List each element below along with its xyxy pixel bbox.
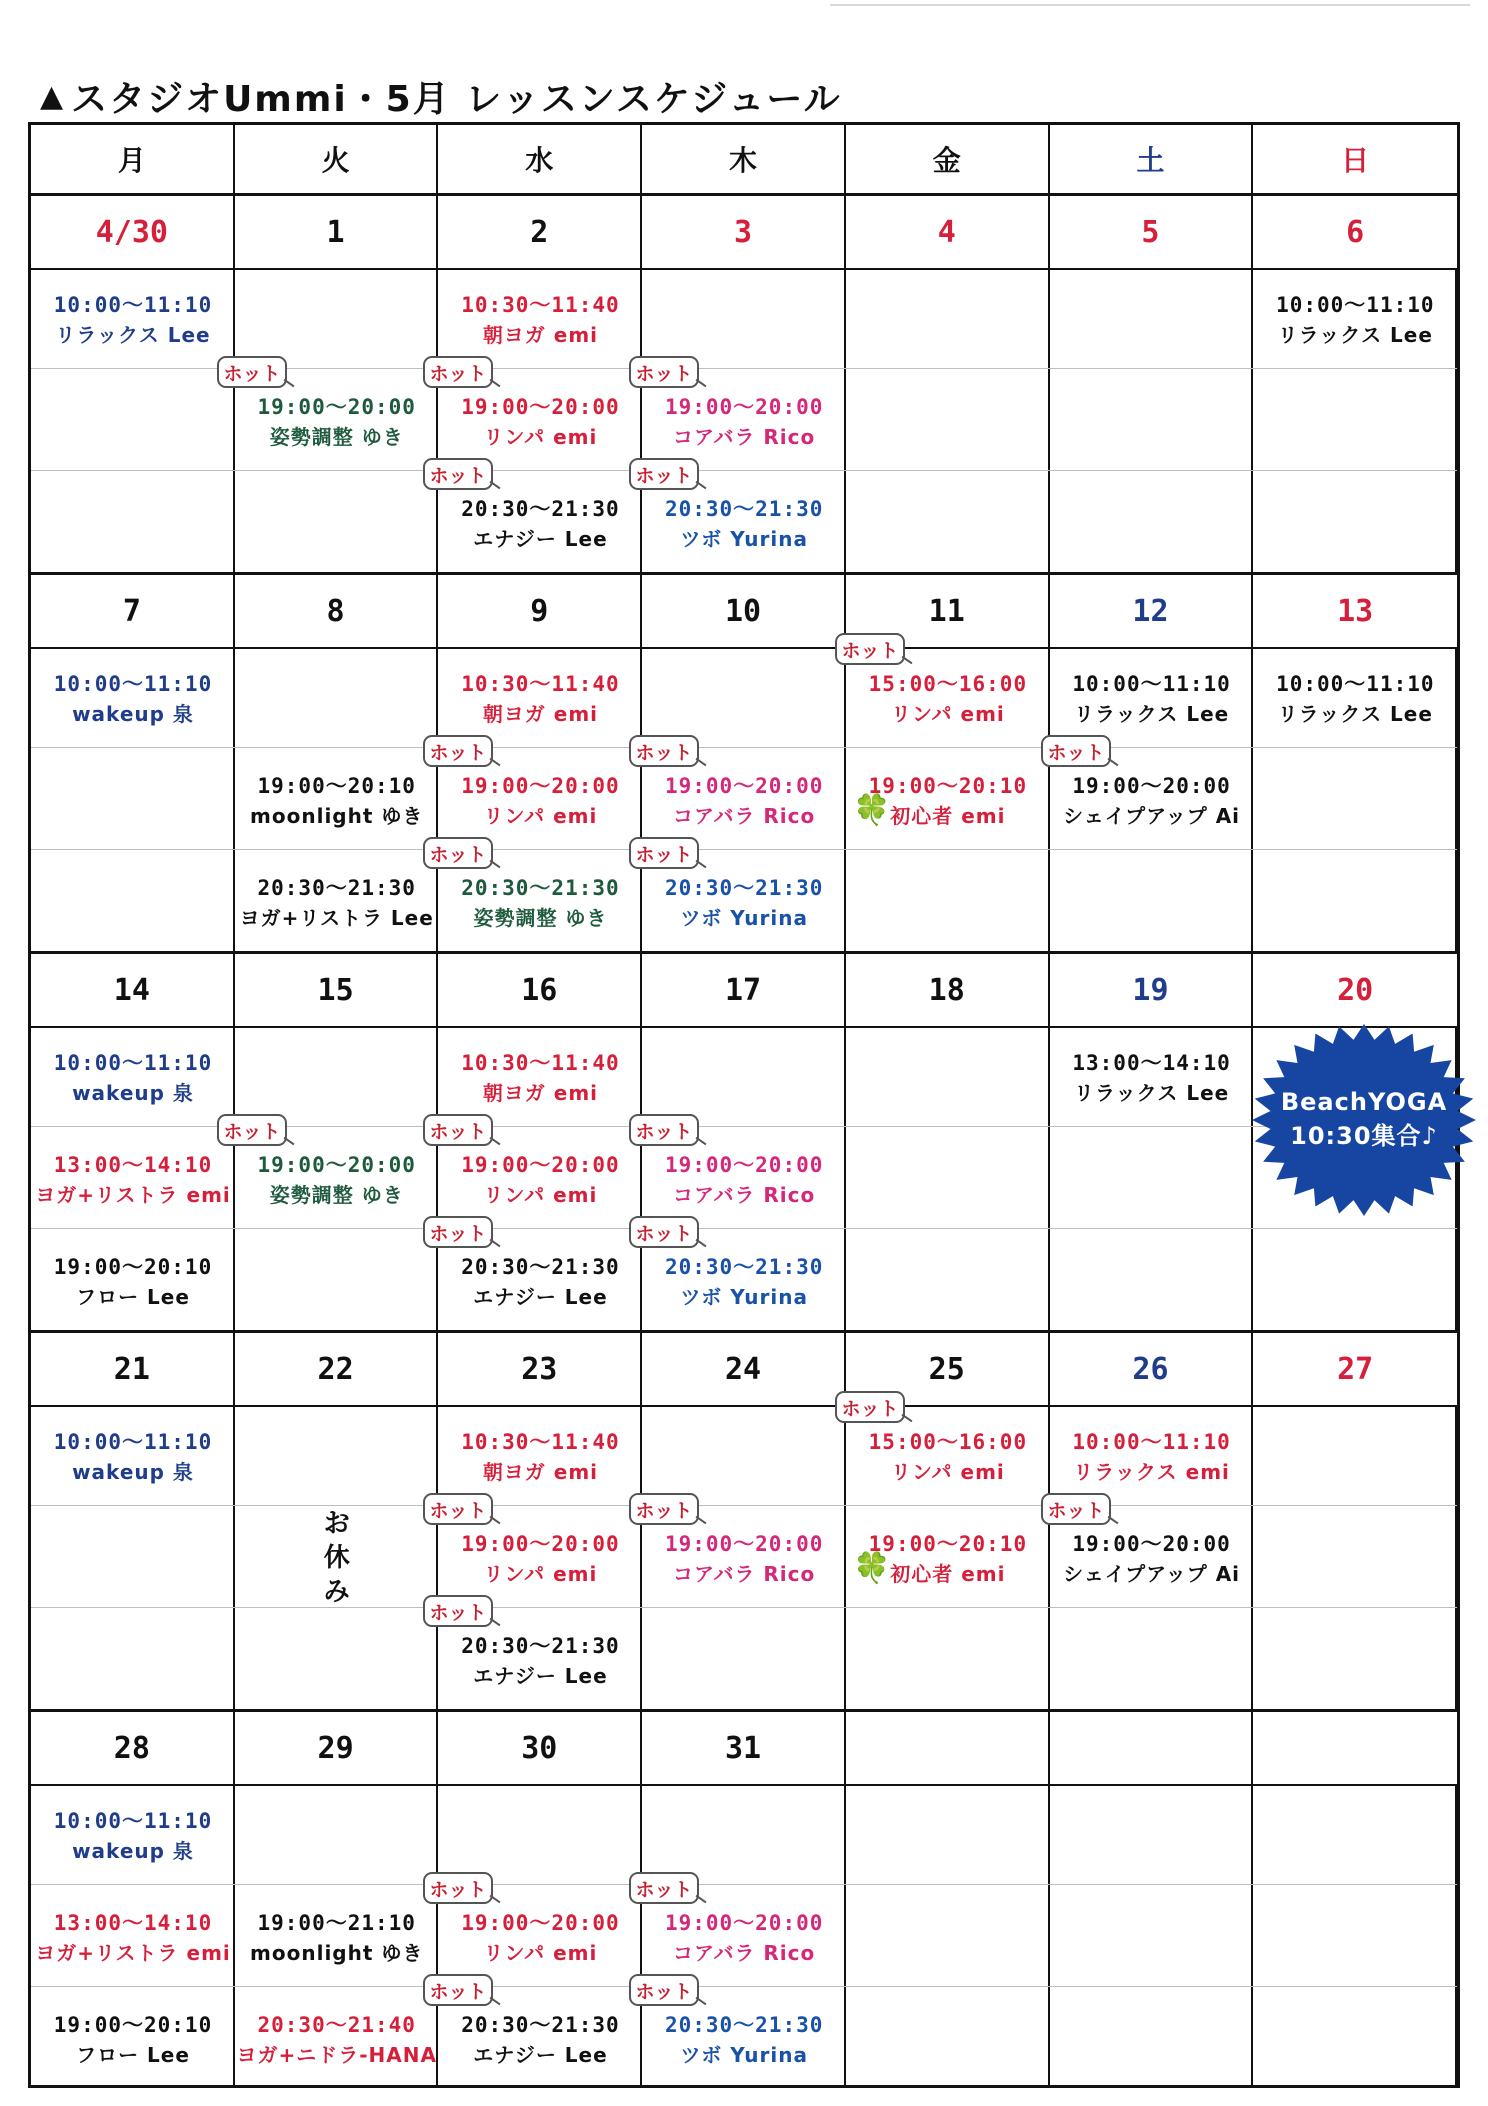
lesson-slot [438,669,642,729]
lesson-time: 10:00〜11:10 [1276,293,1435,317]
date-cell: 23 [438,1333,642,1405]
lesson-slot [438,1529,642,1589]
date-cell: 4/30 [31,196,235,268]
lesson-name: リンパ emi [483,1562,598,1586]
lesson-time: 19:00〜20:10 [868,774,1028,798]
beach-yoga-title: BeachYOGA [1280,1088,1448,1116]
lesson-name: moonlight ゆき [250,1941,424,1965]
hot-yoga-bubble: ホット [835,1391,905,1423]
lesson-name: 朝ヨガ emi [482,1081,599,1105]
lesson-time: 10:00〜11:10 [1072,1430,1231,1454]
lesson-row [31,270,1457,572]
hot-yoga-bubble: ホット [423,735,493,767]
guide-line [31,470,1457,471]
lesson-slot [235,1150,439,1210]
lesson-time: 19:00〜21:10 [257,1911,416,1935]
weekday-tue: 火 [235,125,439,193]
lesson-name: ツボ Yurina [680,527,808,551]
date-cell: 17 [642,954,846,1026]
lesson-name: エナジー Lee [473,527,608,551]
lesson-time: 10:00〜11:10 [1276,672,1435,696]
date-row [31,575,1457,649]
date-row [31,1333,1457,1407]
lesson-name: リラックス Lee [1073,702,1230,726]
lesson-name: フロー Lee [76,1285,190,1309]
date-cell: 9 [438,575,642,647]
lesson-name: 姿勢調整 ゆき [269,425,404,449]
day-cell [31,649,235,951]
closed-day-label [235,1507,439,1609]
lesson-slot [846,669,1050,729]
weekday-mon: 月 [31,125,235,193]
guide-line [31,1884,1457,1885]
day-cell [1050,270,1254,572]
lesson-name: 姿勢調整 ゆき [269,1183,404,1207]
lesson-name: wakeup 泉 [72,1460,194,1484]
lesson-time: 10:00〜11:10 [53,1051,213,1075]
lesson-name: リラックス Lee [1277,323,1433,347]
date-cell [1050,1712,1254,1784]
lesson-row [31,1028,1457,1330]
day-cell [1050,1407,1254,1709]
lesson-name: リンパ emi [483,425,598,449]
date-cell: 12 [1050,575,1254,647]
lesson-slot [31,1252,235,1312]
lesson-name: ヨガ+リストラ emi [35,1941,231,1965]
day-cell [1253,1407,1457,1709]
lesson-time: 19:00〜20:00 [664,395,824,419]
lesson-slot [642,2010,846,2070]
lesson-name: コアバラ Rico [673,1562,816,1586]
lesson-name: コアバラ Rico [673,1941,816,1965]
lesson-slot [1253,290,1457,350]
lesson-time: 20:30〜21:30 [664,497,824,521]
date-row [31,1712,1457,1786]
hot-yoga-bubble: ホット [629,1974,699,2006]
lesson-name: 朝ヨガ emi [482,323,599,347]
hot-yoga-bubble: ホット [423,1595,493,1627]
hot-yoga-bubble: ホット [629,837,699,869]
lesson-slot [31,1150,235,1210]
date-cell: 6 [1346,214,1365,250]
week-4 [31,1333,1457,1709]
lesson-slot [31,1908,235,1968]
date-cell: 14 [31,954,235,1026]
beach-yoga-event [1250,1085,1478,1153]
lesson-time: 13:00〜14:10 [53,1153,213,1177]
lesson-time: 10:30〜11:40 [461,1051,620,1075]
lesson-name: ツボ Yurina [680,1285,808,1309]
lesson-time: 19:00〜20:00 [461,395,620,419]
lesson-slot [438,1427,642,1487]
hot-yoga-bubble: ホット [629,735,699,767]
hot-yoga-bubble: ホット [423,1493,493,1525]
lesson-slot [1050,669,1254,729]
lesson-slot [31,290,235,350]
lesson-slot [235,392,439,452]
lesson-slot [642,1252,846,1312]
lesson-slot [1050,1427,1254,1487]
lesson-row [31,639,1457,951]
day-cell [846,1028,1050,1330]
lesson-time: 20:30〜21:30 [257,876,416,900]
lesson-time: 13:00〜14:10 [53,1911,213,1935]
date-cell: 24 [642,1333,846,1405]
lesson-time: 19:00〜20:10 [868,1532,1028,1556]
schedule-calendar [28,122,1460,2088]
date-cell: 27 [1337,1351,1374,1387]
lesson-time: 20:30〜21:30 [664,2013,824,2037]
day-cell [642,649,846,951]
day-cell [235,270,439,572]
date-cell: 20 [1337,972,1374,1008]
lesson-slot [438,392,642,452]
hot-yoga-bubble: ホット [423,356,493,388]
day-cell [1253,1786,1457,2088]
lesson-name: 初心者 emi [890,804,1006,828]
lesson-name: リラックス emi [1073,1460,1230,1484]
hot-yoga-bubble: ホット [217,1114,287,1146]
page-title [40,70,842,122]
lesson-time: 19:00〜20:00 [257,1153,416,1177]
lesson-time: 19:00〜20:00 [461,774,620,798]
date-cell: 22 [235,1333,439,1405]
lesson-time: 10:00〜11:10 [1072,672,1231,696]
lesson-time: 20:30〜21:30 [664,876,824,900]
date-cell [1253,1712,1457,1784]
lesson-name: フロー Lee [76,2043,190,2067]
date-cell: 1 [235,196,439,268]
scan-artifact-line [830,4,1470,6]
date-row [31,954,1457,1028]
date-cell: 5 [1050,196,1254,268]
clover-icon: 🍀 [853,1551,891,1586]
date-cell: 19 [1050,954,1254,1026]
guide-line [31,747,1457,748]
lesson-slot [438,1631,642,1691]
lesson-time: 19:00〜20:10 [257,774,416,798]
lesson-time: 20:30〜21:30 [461,497,620,521]
date-cell: 30 [438,1712,642,1784]
weekday-sat: 土 [1050,125,1254,193]
lesson-name: リラックス Lee [1073,1081,1230,1105]
lesson-name: wakeup 泉 [72,1839,194,1863]
lesson-name: コアバラ Rico [673,804,816,828]
lesson-time: 19:00〜20:00 [664,774,824,798]
lesson-time: 20:30〜21:30 [461,1255,620,1279]
lesson-slot [1253,669,1457,729]
hot-yoga-bubble: ホット [423,1114,493,1146]
date-cell: 28 [31,1712,235,1784]
lesson-slot [235,1908,439,1968]
day-cell [1050,1786,1254,2088]
lesson-name: リンパ emi [483,804,598,828]
weekday-sun: 日 [1341,144,1370,177]
lesson-time: 15:00〜16:00 [868,672,1028,696]
lesson-time: 19:00〜20:00 [461,1153,620,1177]
lesson-slot [438,873,642,933]
week-1 [31,196,1457,572]
lesson-slot [438,290,642,350]
date-cell: 13 [1337,593,1374,629]
date-cell: 18 [846,954,1050,1026]
lesson-slot [642,494,846,554]
hot-yoga-bubble: ホット [835,633,905,665]
date-cell: 31 [642,1712,846,1784]
lesson-time: 10:00〜11:10 [53,672,213,696]
lesson-time: 19:00〜20:00 [664,1153,824,1177]
lesson-slot [438,494,642,554]
hot-yoga-bubble: ホット [1041,735,1111,767]
week-5 [31,1712,1457,2088]
lesson-name: リンパ emi [483,1941,598,1965]
day-cell [642,1028,846,1330]
lesson-time: 19:00〜20:00 [257,395,416,419]
day-cell [31,1786,235,2088]
day-cell [235,1407,439,1709]
lesson-name: リンパ emi [483,1183,598,1207]
day-cell [31,1028,235,1330]
day-cell [438,1407,642,1709]
lesson-slot [1050,1529,1254,1589]
lesson-slot [438,1252,642,1312]
lesson-time: 19:00〜20:00 [461,1911,620,1935]
triangle-icon: ▲ [40,78,66,114]
lesson-slot [438,2010,642,2070]
lesson-slot [31,2010,235,2070]
day-cell [235,1028,439,1330]
lesson-slot [31,1048,235,1108]
lesson-time: 19:00〜20:00 [1072,774,1231,798]
weekday-wed: 水 [438,125,642,193]
date-cell: 2 [438,196,642,268]
lesson-slot [642,1908,846,1968]
week-3 [31,954,1457,1330]
lesson-slot [642,1529,846,1589]
lesson-name: ツボ Yurina [680,2043,808,2067]
closed-char: 休 [323,1543,350,1573]
lesson-time: 19:00〜20:00 [664,1532,824,1556]
day-cell [31,270,235,572]
lesson-slot [642,392,846,452]
day-cell [1050,649,1254,951]
lesson-slot [438,1150,642,1210]
date-cell: 29 [235,1712,439,1784]
hot-yoga-bubble: ホット [423,1216,493,1248]
page-title-text: スタジオUmmi・5月 レッスンスケジュール [71,78,842,120]
lesson-time: 20:30〜21:30 [461,1634,620,1658]
lesson-slot [642,771,846,831]
hot-yoga-bubble: ホット [423,458,493,490]
lesson-time: 20:30〜21:30 [664,1255,824,1279]
lesson-name: ツボ Yurina [680,906,808,930]
date-cell: 16 [438,954,642,1026]
lesson-name: 朝ヨガ emi [482,1460,599,1484]
lesson-slot [235,873,439,933]
lesson-time: 20:30〜21:30 [461,2013,620,2037]
lesson-name: エナジー Lee [473,1285,608,1309]
day-cell [438,1028,642,1330]
lesson-time: 10:30〜11:40 [461,672,620,696]
date-cell: 3 [642,196,846,268]
lesson-slot [1050,1048,1254,1108]
lesson-time: 13:00〜14:10 [1072,1051,1231,1075]
lesson-name: エナジー Lee [473,2043,608,2067]
guide-line [31,1505,1457,1506]
lesson-time: 19:00〜20:10 [53,2013,213,2037]
day-cell [642,270,846,572]
date-cell: 7 [31,575,235,647]
day-cell [846,1786,1050,2088]
weekday-fri: 金 [846,125,1050,193]
hot-yoga-bubble: ホット [629,1493,699,1525]
lesson-name: 朝ヨガ emi [482,702,599,726]
date-cell: 11 [846,575,1050,647]
lesson-name: wakeup 泉 [72,1081,194,1105]
hot-yoga-bubble: ホット [629,1872,699,1904]
weekday-thu: 木 [642,125,846,193]
day-cell [846,270,1050,572]
lesson-name: コアバラ Rico [673,1183,816,1207]
lesson-slot [1050,771,1254,831]
lesson-name: 初心者 emi [890,1562,1006,1586]
hot-yoga-bubble: ホット [423,1974,493,2006]
lesson-name: 姿勢調整 ゆき [473,906,608,930]
lesson-name: リラックス Lee [55,323,211,347]
lesson-name: シェイプアップ Ai [1063,804,1241,828]
day-cell [1050,1028,1254,1330]
guide-line [31,1607,1457,1608]
lesson-row [31,1397,1457,1709]
lesson-slot [438,771,642,831]
date-cell: 8 [235,575,439,647]
hot-yoga-bubble: ホット [629,458,699,490]
day-cell [235,649,439,951]
lesson-time: 10:30〜11:40 [461,1430,620,1454]
lesson-time: 19:00〜20:10 [53,1255,213,1279]
hot-yoga-bubble: ホット [629,356,699,388]
lesson-slot [642,1150,846,1210]
hot-yoga-bubble: ホット [423,837,493,869]
weekday-header [31,125,1457,196]
lesson-name: シェイプアップ Ai [1063,1562,1241,1586]
hot-yoga-bubble: ホット [629,1114,699,1146]
day-cell [31,1407,235,1709]
day-cell [438,1786,642,2088]
lesson-row [31,1786,1457,2088]
lesson-slot [31,1806,235,1866]
lesson-name: リンパ emi [890,1460,1005,1484]
lesson-slot [846,1427,1050,1487]
date-cell: 4 [846,196,1050,268]
hot-yoga-bubble: ホット [1041,1493,1111,1525]
lesson-name: ヨガ+ニドラ-HANA [236,2043,437,2067]
day-cell [1253,270,1457,572]
day-cell [438,270,642,572]
date-cell [846,1712,1050,1784]
lesson-slot [438,1048,642,1108]
date-row [31,196,1457,270]
lesson-name: エナジー Lee [473,1664,608,1688]
lesson-name: リラックス Lee [1277,702,1433,726]
day-cell [642,1407,846,1709]
day-cell [235,1786,439,2088]
lesson-slot [31,669,235,729]
guide-line [31,1986,1457,1987]
week-2 [31,575,1457,951]
lesson-name: moonlight ゆき [250,804,424,828]
hot-yoga-bubble: ホット [629,1216,699,1248]
lesson-slot [235,771,439,831]
hot-yoga-bubble: ホット [423,1872,493,1904]
date-cell: 10 [642,575,846,647]
guide-line [31,849,1457,850]
lesson-time: 19:00〜20:00 [664,1911,824,1935]
lesson-time: 10:00〜11:10 [53,1809,213,1833]
lesson-time: 19:00〜20:00 [1072,1532,1231,1556]
lesson-time: 20:30〜21:30 [461,876,620,900]
day-cell [1253,649,1457,951]
date-cell: 25 [846,1333,1050,1405]
beach-yoga-time: 10:30集合♪ [1290,1122,1438,1150]
date-cell: 15 [235,954,439,1026]
hot-yoga-bubble: ホット [217,356,287,388]
closed-char: お [323,1509,350,1539]
lesson-time: 20:30〜21:40 [257,2013,416,2037]
lesson-slot [642,873,846,933]
lesson-slot [438,1908,642,1968]
lesson-time: 10:30〜11:40 [461,293,620,317]
lesson-time: 10:00〜11:10 [53,1430,213,1454]
closed-char: み [323,1577,350,1607]
lesson-name: コアバラ Rico [673,425,816,449]
lesson-slot [31,1427,235,1487]
lesson-time: 19:00〜20:00 [461,1532,620,1556]
date-cell: 21 [31,1333,235,1405]
lesson-time: 10:00〜11:10 [53,293,213,317]
day-cell [642,1786,846,2088]
lesson-name: ヨガ+リストラ emi [35,1183,231,1207]
lesson-name: ヨガ+リストラ Lee [239,906,434,930]
lesson-name: リンパ emi [890,702,1005,726]
lesson-name: wakeup 泉 [72,702,194,726]
day-cell [438,649,642,951]
lesson-time: 15:00〜16:00 [868,1430,1028,1454]
date-cell: 26 [1050,1333,1254,1405]
guide-line [31,1228,1457,1229]
clover-icon: 🍀 [853,793,891,828]
lesson-slot [235,2010,439,2070]
